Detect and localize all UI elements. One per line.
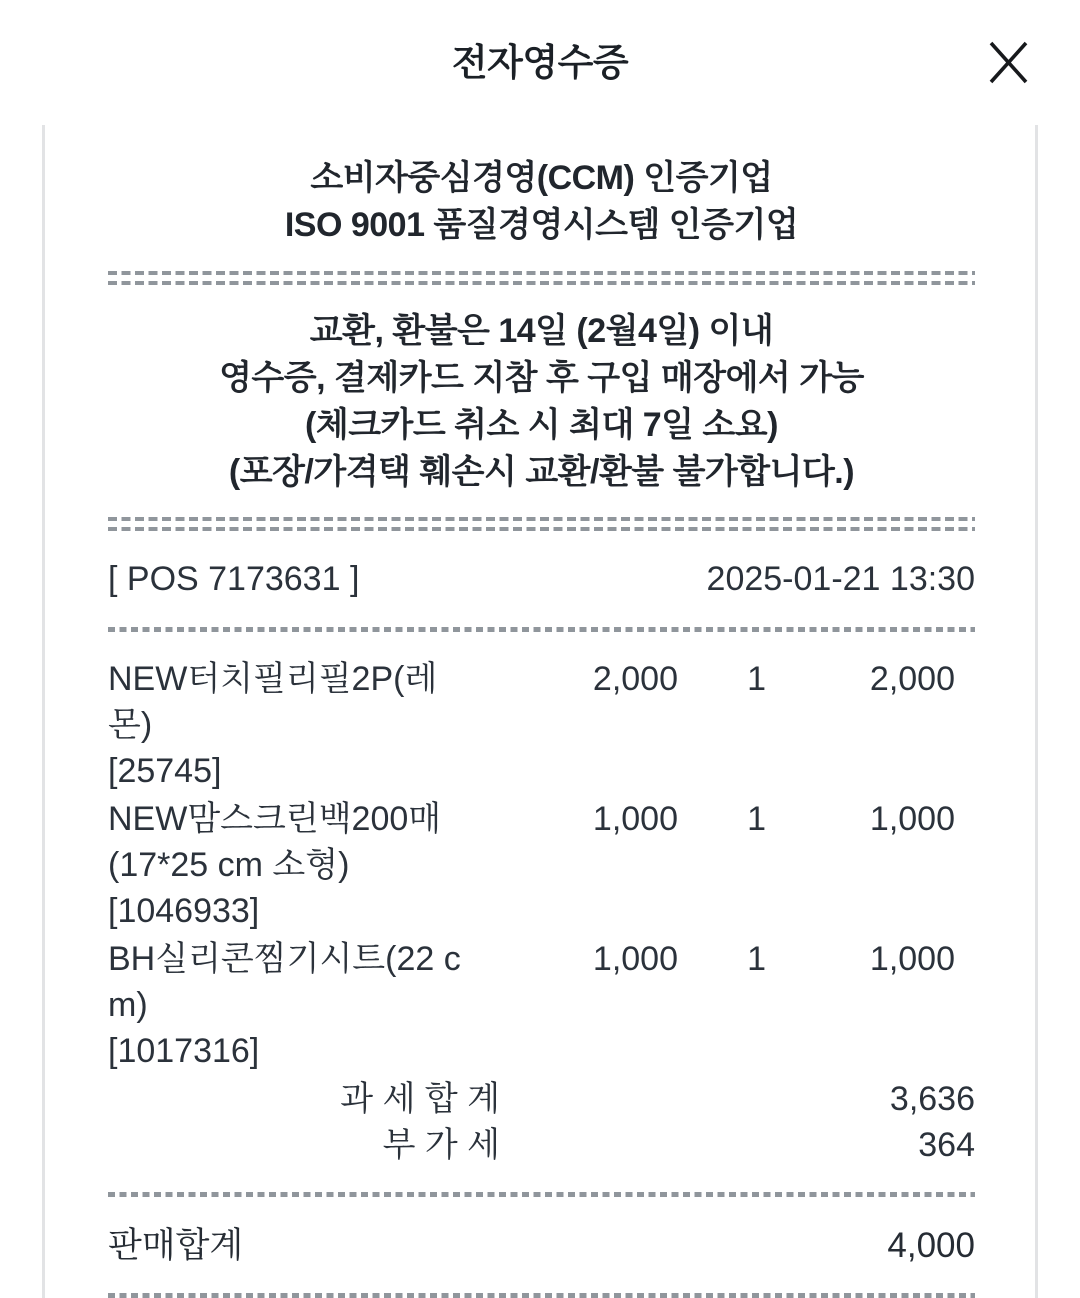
item-name-continued: 몬) [108,706,153,744]
tax-total-value: 3,636 [889,1080,975,1118]
tax-total-row [108,1076,975,1122]
page-title: 전자영수증 [451,42,629,83]
item-name: NEW터치필리필2P(레 [108,660,438,698]
item-name-continued: m) [108,986,148,1024]
separator-single [108,1192,975,1197]
close-button[interactable] [978,32,1038,92]
tax-total-label: 과 세 합 계 [340,1080,500,1118]
item-name-continued: (17*25 cm 소형) [108,846,350,884]
item-row [108,936,975,1074]
item-qty: 1 [747,660,766,698]
tax-total-value: 364 [918,1126,975,1164]
receipt-header [0,0,1080,125]
refund-policy-block [108,308,975,496]
pos-terminal-id: [ POS 7173631 ] [108,560,360,598]
refund-policy-line: 교환, 환불은 14일 (2월4일) 이내 [309,312,774,350]
refund-policy-line: (포장/가격택 훼손시 교환/환불 불가합니다.) [228,453,855,491]
item-unit-price: 1,000 [592,800,678,838]
certification-block [108,155,975,249]
sale-total-label: 판매합계 [108,1226,244,1265]
item-name: BH실리콘찜기시트(22 c [108,940,461,978]
item-qty: 1 [747,800,766,838]
item-name: NEW맘스크린백200매 [108,800,442,838]
refund-policy-line: 영수증, 결제카드 지참 후 구입 매장에서 가능 [219,359,864,397]
sale-total-value: 4,000 [887,1226,975,1265]
item-unit-price: 1,000 [592,940,678,978]
receipt-panel [42,125,1038,1298]
separator-single [108,627,975,632]
close-icon [982,36,1034,88]
certification-line: ISO 9001 품질경영시스템 인증기업 [284,206,799,244]
item-row [108,796,975,934]
tax-totals-block [108,1076,975,1168]
item-code: [1046933] [108,892,260,930]
separator-single [108,1293,975,1298]
item-row [108,656,975,794]
item-code: [25745] [108,752,222,790]
sale-total-row [108,1223,975,1269]
item-list [108,656,975,1074]
receipt-datetime: 2025-01-21 13:30 [706,560,975,598]
pos-info-row [108,558,975,600]
certification-line: 소비자중심경영(CCM) 인증기업 [310,159,773,197]
item-amount: 1,000 [869,800,955,838]
refund-policy-line: (체크카드 취소 시 최대 7일 소요) [305,406,778,444]
item-qty: 1 [747,940,766,978]
tax-total-row [108,1122,975,1168]
separator-double [108,271,975,285]
item-amount: 2,000 [869,660,955,698]
tax-total-label: 부 가 세 [382,1126,500,1164]
separator-double [108,517,975,531]
item-unit-price: 2,000 [592,660,678,698]
item-amount: 1,000 [869,940,955,978]
item-code: [1017316] [108,1032,260,1070]
